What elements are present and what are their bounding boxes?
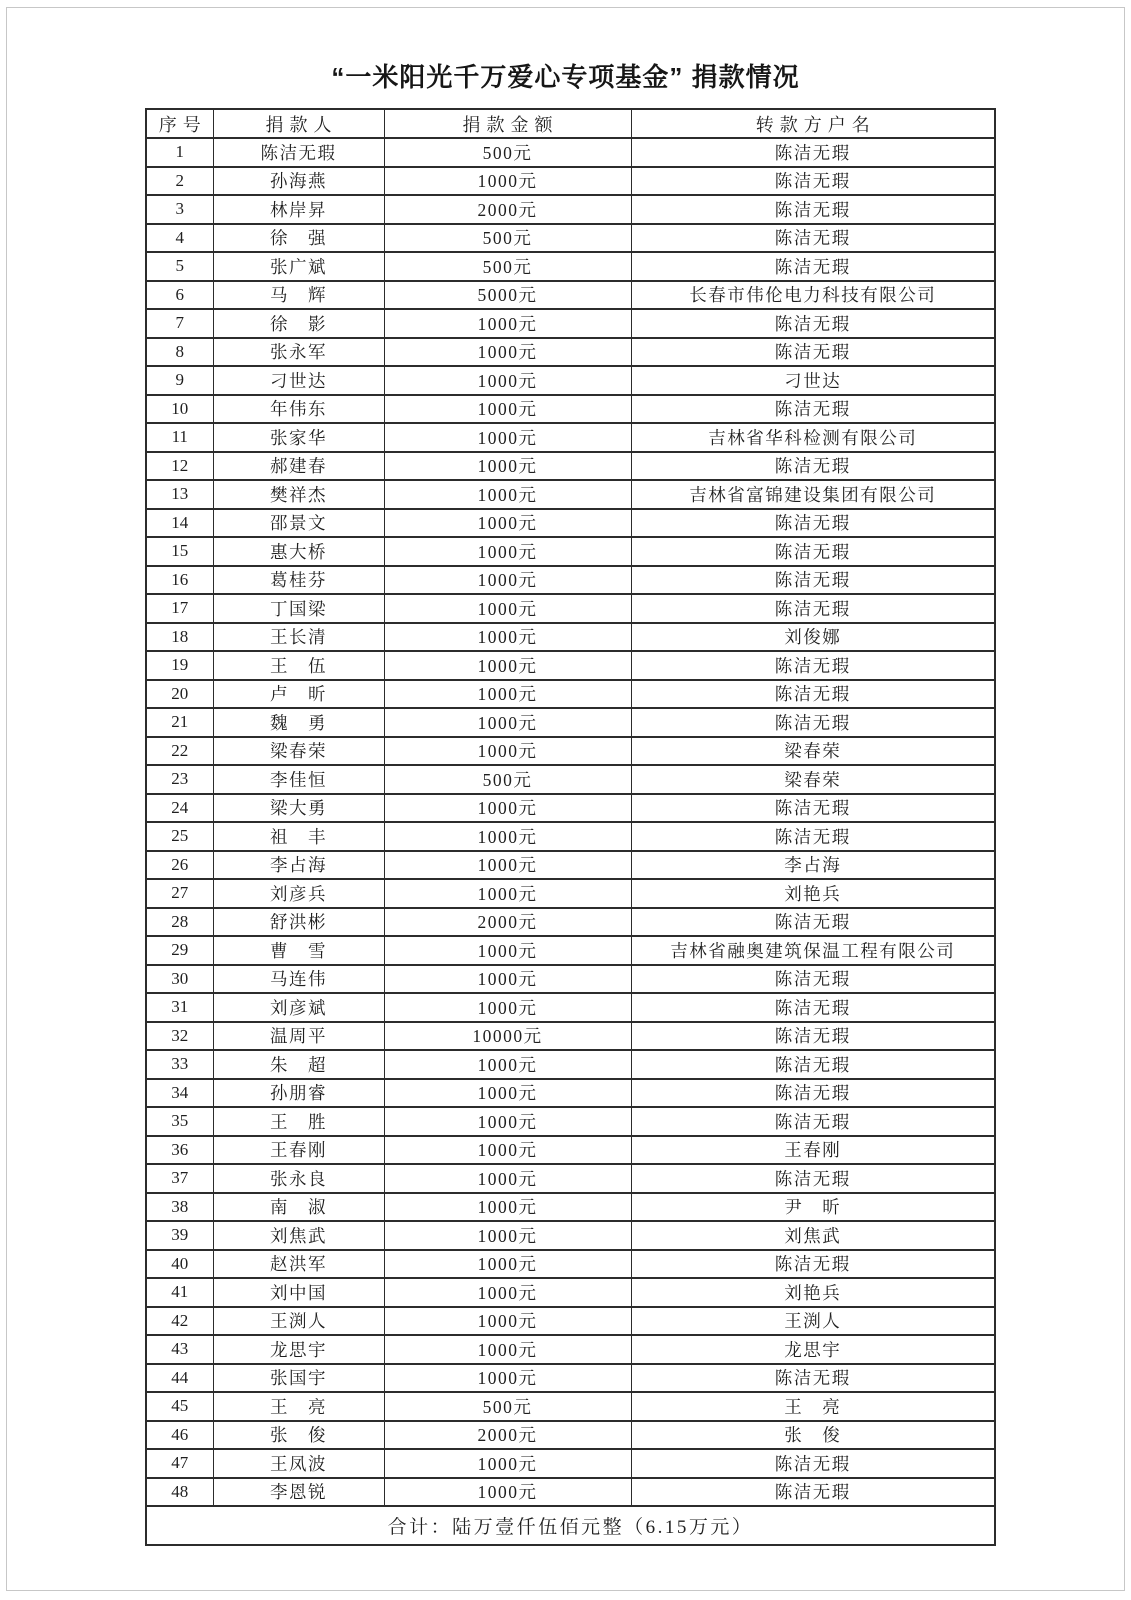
- cell-donor: 王 胜: [213, 1107, 384, 1136]
- cell-donor: 朱 超: [213, 1050, 384, 1079]
- cell-index: 19: [146, 651, 213, 680]
- cell-index: 25: [146, 822, 213, 851]
- cell-index: 15: [146, 537, 213, 566]
- cell-account: 陈洁无瑕: [631, 1449, 995, 1478]
- cell-amount: 1000元: [384, 537, 631, 566]
- cell-account: 陈洁无瑕: [631, 1250, 995, 1279]
- cell-amount: 10000元: [384, 1022, 631, 1051]
- cell-index: 43: [146, 1335, 213, 1364]
- cell-index: 39: [146, 1221, 213, 1250]
- table-row: [146, 423, 995, 452]
- cell-index: 42: [146, 1307, 213, 1336]
- cell-donor: 王 亮: [213, 1392, 384, 1421]
- table-row: [146, 1079, 995, 1108]
- cell-index: 31: [146, 993, 213, 1022]
- table-row: [146, 1193, 995, 1222]
- cell-index: 21: [146, 708, 213, 737]
- cell-amount: 1000元: [384, 1307, 631, 1336]
- table-header-row: [146, 109, 995, 138]
- cell-amount: 1000元: [384, 480, 631, 509]
- cell-donor: 孙朋睿: [213, 1079, 384, 1108]
- cell-index: 3: [146, 195, 213, 224]
- cell-donor: 刘彦斌: [213, 993, 384, 1022]
- table-row: [146, 566, 995, 595]
- cell-index: 40: [146, 1250, 213, 1279]
- cell-donor: 张家华: [213, 423, 384, 452]
- table-row: [146, 366, 995, 395]
- cell-index: 32: [146, 1022, 213, 1051]
- cell-amount: 1000元: [384, 794, 631, 823]
- cell-amount: 5000元: [384, 281, 631, 310]
- cell-account: 陈洁无瑕: [631, 1164, 995, 1193]
- cell-amount: 1000元: [384, 395, 631, 424]
- cell-account: 陈洁无瑕: [631, 509, 995, 538]
- header-cell-amount: 捐款金额: [384, 109, 631, 138]
- table-body: [146, 138, 995, 1506]
- cell-donor: 张永良: [213, 1164, 384, 1193]
- table-row: [146, 1107, 995, 1136]
- cell-donor: 张永军: [213, 338, 384, 367]
- cell-account: 刘艳兵: [631, 879, 995, 908]
- cell-donor: 徐 强: [213, 224, 384, 253]
- header-cell-index: 序号: [146, 109, 213, 138]
- cell-index: 1: [146, 138, 213, 167]
- table-row: [146, 1392, 995, 1421]
- cell-index: 45: [146, 1392, 213, 1421]
- cell-account: 龙思宇: [631, 1335, 995, 1364]
- cell-amount: 1000元: [384, 936, 631, 965]
- cell-amount: 1000元: [384, 423, 631, 452]
- table-row: [146, 537, 995, 566]
- total-text: 合计：陆万壹仟伍佰元整（6.15万元）: [146, 1506, 995, 1545]
- cell-amount: 1000元: [384, 452, 631, 481]
- cell-amount: 1000元: [384, 1050, 631, 1079]
- cell-account: 陈洁无瑕: [631, 708, 995, 737]
- cell-donor: 温周平: [213, 1022, 384, 1051]
- header-cell-account: 转款方户名: [631, 109, 995, 138]
- table-row: [146, 1250, 995, 1279]
- table-row: [146, 623, 995, 652]
- cell-account: 陈洁无瑕: [631, 252, 995, 281]
- cell-donor: 舒洪彬: [213, 908, 384, 937]
- cell-account: 陈洁无瑕: [631, 1079, 995, 1108]
- table-row: [146, 281, 995, 310]
- cell-index: 38: [146, 1193, 213, 1222]
- cell-amount: 2000元: [384, 1421, 631, 1450]
- cell-donor: 王凤波: [213, 1449, 384, 1478]
- table-row: [146, 1335, 995, 1364]
- cell-account: 陈洁无瑕: [631, 1364, 995, 1393]
- cell-amount: 1000元: [384, 167, 631, 196]
- cell-index: 5: [146, 252, 213, 281]
- table-row: [146, 765, 995, 794]
- cell-amount: 500元: [384, 1392, 631, 1421]
- cell-account: 长春市伟伦电力科技有限公司: [631, 281, 995, 310]
- cell-amount: 1000元: [384, 1478, 631, 1507]
- table-row: [146, 822, 995, 851]
- cell-donor: 孙海燕: [213, 167, 384, 196]
- cell-index: 4: [146, 224, 213, 253]
- cell-donor: 王长清: [213, 623, 384, 652]
- table-row: [146, 309, 995, 338]
- cell-amount: 2000元: [384, 908, 631, 937]
- cell-amount: 500元: [384, 765, 631, 794]
- cell-index: 48: [146, 1478, 213, 1507]
- cell-account: 陈洁无瑕: [631, 965, 995, 994]
- cell-account: 陈洁无瑕: [631, 822, 995, 851]
- cell-account: 刘艳兵: [631, 1278, 995, 1307]
- cell-index: 22: [146, 737, 213, 766]
- cell-donor: 樊祥杰: [213, 480, 384, 509]
- cell-amount: 1000元: [384, 1136, 631, 1165]
- cell-amount: 500元: [384, 224, 631, 253]
- cell-donor: 丁国梁: [213, 594, 384, 623]
- cell-amount: 500元: [384, 138, 631, 167]
- cell-donor: 葛桂芬: [213, 566, 384, 595]
- cell-index: 33: [146, 1050, 213, 1079]
- cell-account: 陈洁无瑕: [631, 224, 995, 253]
- cell-index: 16: [146, 566, 213, 595]
- cell-donor: 王春刚: [213, 1136, 384, 1165]
- table-row: [146, 338, 995, 367]
- cell-index: 28: [146, 908, 213, 937]
- table-row: [146, 395, 995, 424]
- cell-donor: 王 伍: [213, 651, 384, 680]
- cell-amount: 1000元: [384, 1193, 631, 1222]
- cell-donor: 张国宇: [213, 1364, 384, 1393]
- cell-amount: 1000元: [384, 594, 631, 623]
- cell-index: 20: [146, 680, 213, 709]
- cell-amount: 1000元: [384, 708, 631, 737]
- cell-index: 41: [146, 1278, 213, 1307]
- table-row: [146, 195, 995, 224]
- cell-account: 李占海: [631, 851, 995, 880]
- donation-table: [145, 108, 996, 1546]
- table-row: [146, 936, 995, 965]
- cell-index: 34: [146, 1079, 213, 1108]
- table-row: [146, 794, 995, 823]
- cell-index: 35: [146, 1107, 213, 1136]
- cell-amount: 1000元: [384, 566, 631, 595]
- cell-index: 29: [146, 936, 213, 965]
- table-row: [146, 1307, 995, 1336]
- cell-amount: 1000元: [384, 623, 631, 652]
- table-row: [146, 737, 995, 766]
- cell-donor: 曹 雪: [213, 936, 384, 965]
- cell-account: 刘焦武: [631, 1221, 995, 1250]
- cell-amount: 1000元: [384, 1364, 631, 1393]
- cell-account: 张 俊: [631, 1421, 995, 1450]
- cell-donor: 祖 丰: [213, 822, 384, 851]
- table-row: [146, 509, 995, 538]
- cell-donor: 李恩锐: [213, 1478, 384, 1507]
- page-title: “一米阳光千万爱心专项基金” 捐款情况: [331, 62, 800, 92]
- cell-donor: 赵洪军: [213, 1250, 384, 1279]
- cell-index: 30: [146, 965, 213, 994]
- table-row: [146, 965, 995, 994]
- cell-index: 11: [146, 423, 213, 452]
- cell-account: 刘俊娜: [631, 623, 995, 652]
- table-row: [146, 1421, 995, 1450]
- cell-account: 吉林省富锦建设集团有限公司: [631, 480, 995, 509]
- table-row: [146, 1364, 995, 1393]
- cell-account: 陈洁无瑕: [631, 1478, 995, 1507]
- cell-account: 陈洁无瑕: [631, 651, 995, 680]
- table-row: [146, 1164, 995, 1193]
- cell-amount: 1000元: [384, 822, 631, 851]
- cell-account: 陈洁无瑕: [631, 1050, 995, 1079]
- cell-account: 尹 昕: [631, 1193, 995, 1222]
- cell-account: 王春刚: [631, 1136, 995, 1165]
- cell-donor: 魏 勇: [213, 708, 384, 737]
- cell-donor: 梁春荣: [213, 737, 384, 766]
- table-row: [146, 908, 995, 937]
- cell-account: 陈洁无瑕: [631, 1022, 995, 1051]
- cell-donor: 刁世达: [213, 366, 384, 395]
- cell-amount: 1000元: [384, 993, 631, 1022]
- cell-index: 18: [146, 623, 213, 652]
- cell-account: 陈洁无瑕: [631, 1107, 995, 1136]
- cell-index: 23: [146, 765, 213, 794]
- table-row: [146, 480, 995, 509]
- cell-index: 13: [146, 480, 213, 509]
- cell-amount: 1000元: [384, 338, 631, 367]
- cell-amount: 1000元: [384, 851, 631, 880]
- cell-account: 王渕人: [631, 1307, 995, 1336]
- cell-amount: 1000元: [384, 1107, 631, 1136]
- cell-account: 陈洁无瑕: [631, 908, 995, 937]
- cell-donor: 龙思宇: [213, 1335, 384, 1364]
- table-row: [146, 879, 995, 908]
- cell-index: 2: [146, 167, 213, 196]
- cell-account: 吉林省融奥建筑保温工程有限公司: [631, 936, 995, 965]
- cell-donor: 年伟东: [213, 395, 384, 424]
- cell-donor: 邵景文: [213, 509, 384, 538]
- cell-donor: 郝建春: [213, 452, 384, 481]
- cell-account: 陈洁无瑕: [631, 338, 995, 367]
- cell-donor: 南 淑: [213, 1193, 384, 1222]
- cell-amount: 2000元: [384, 195, 631, 224]
- cell-index: 24: [146, 794, 213, 823]
- table-row: [146, 680, 995, 709]
- cell-amount: 1000元: [384, 309, 631, 338]
- cell-account: 陈洁无瑕: [631, 395, 995, 424]
- cell-donor: 徐 影: [213, 309, 384, 338]
- cell-amount: 1000元: [384, 737, 631, 766]
- cell-donor: 李占海: [213, 851, 384, 880]
- table-row: [146, 252, 995, 281]
- table-row: [146, 1449, 995, 1478]
- table-row: [146, 1478, 995, 1507]
- cell-account: 陈洁无瑕: [631, 993, 995, 1022]
- cell-donor: 刘彦兵: [213, 879, 384, 908]
- cell-amount: 1000元: [384, 1250, 631, 1279]
- table-row: [146, 1050, 995, 1079]
- cell-amount: 1000元: [384, 1278, 631, 1307]
- cell-account: 陈洁无瑕: [631, 167, 995, 196]
- table-row: [146, 708, 995, 737]
- cell-donor: 王渕人: [213, 1307, 384, 1336]
- cell-donor: 惠大桥: [213, 537, 384, 566]
- cell-index: 8: [146, 338, 213, 367]
- table-row: [146, 167, 995, 196]
- table-row: [146, 1221, 995, 1250]
- cell-amount: 500元: [384, 252, 631, 281]
- cell-amount: 1000元: [384, 879, 631, 908]
- cell-donor: 李佳恒: [213, 765, 384, 794]
- cell-account: 陈洁无瑕: [631, 594, 995, 623]
- cell-amount: 1000元: [384, 509, 631, 538]
- cell-account: 刁世达: [631, 366, 995, 395]
- cell-index: 36: [146, 1136, 213, 1165]
- cell-donor: 张 俊: [213, 1421, 384, 1450]
- cell-index: 10: [146, 395, 213, 424]
- cell-account: 梁春荣: [631, 737, 995, 766]
- total-row: [146, 1506, 995, 1545]
- cell-amount: 1000元: [384, 366, 631, 395]
- cell-index: 12: [146, 452, 213, 481]
- cell-index: 44: [146, 1364, 213, 1393]
- cell-donor: 刘中国: [213, 1278, 384, 1307]
- cell-donor: 卢 昕: [213, 680, 384, 709]
- table-row: [146, 594, 995, 623]
- cell-amount: 1000元: [384, 965, 631, 994]
- cell-index: 6: [146, 281, 213, 310]
- cell-account: 梁春荣: [631, 765, 995, 794]
- table-row: [146, 224, 995, 253]
- cell-account: 王 亮: [631, 1392, 995, 1421]
- header-cell-donor: 捐款人: [213, 109, 384, 138]
- cell-account: 陈洁无瑕: [631, 452, 995, 481]
- cell-account: 陈洁无瑕: [631, 309, 995, 338]
- cell-account: 陈洁无瑕: [631, 138, 995, 167]
- cell-account: 陈洁无瑕: [631, 566, 995, 595]
- cell-index: 46: [146, 1421, 213, 1450]
- cell-account: 陈洁无瑕: [631, 195, 995, 224]
- cell-amount: 1000元: [384, 1449, 631, 1478]
- cell-donor: 马连伟: [213, 965, 384, 994]
- cell-account: 陈洁无瑕: [631, 680, 995, 709]
- cell-index: 17: [146, 594, 213, 623]
- cell-index: 7: [146, 309, 213, 338]
- cell-index: 9: [146, 366, 213, 395]
- cell-account: 陈洁无瑕: [631, 537, 995, 566]
- cell-donor: 张广斌: [213, 252, 384, 281]
- cell-amount: 1000元: [384, 651, 631, 680]
- cell-amount: 1000元: [384, 1221, 631, 1250]
- cell-amount: 1000元: [384, 680, 631, 709]
- cell-amount: 1000元: [384, 1164, 631, 1193]
- cell-donor: 林岸昇: [213, 195, 384, 224]
- cell-amount: 1000元: [384, 1079, 631, 1108]
- cell-donor: 梁大勇: [213, 794, 384, 823]
- table-row: [146, 851, 995, 880]
- cell-donor: 陈洁无瑕: [213, 138, 384, 167]
- cell-account: 吉林省华科检测有限公司: [631, 423, 995, 452]
- table-row: [146, 651, 995, 680]
- cell-index: 47: [146, 1449, 213, 1478]
- cell-amount: 1000元: [384, 1335, 631, 1364]
- cell-account: 陈洁无瑕: [631, 794, 995, 823]
- table-row: [146, 1136, 995, 1165]
- table-row: [146, 138, 995, 167]
- table-row: [146, 452, 995, 481]
- cell-index: 27: [146, 879, 213, 908]
- cell-donor: 马 辉: [213, 281, 384, 310]
- table-row: [146, 1022, 995, 1051]
- table-row: [146, 993, 995, 1022]
- cell-donor: 刘焦武: [213, 1221, 384, 1250]
- cell-index: 14: [146, 509, 213, 538]
- cell-index: 37: [146, 1164, 213, 1193]
- table-row: [146, 1278, 995, 1307]
- cell-index: 26: [146, 851, 213, 880]
